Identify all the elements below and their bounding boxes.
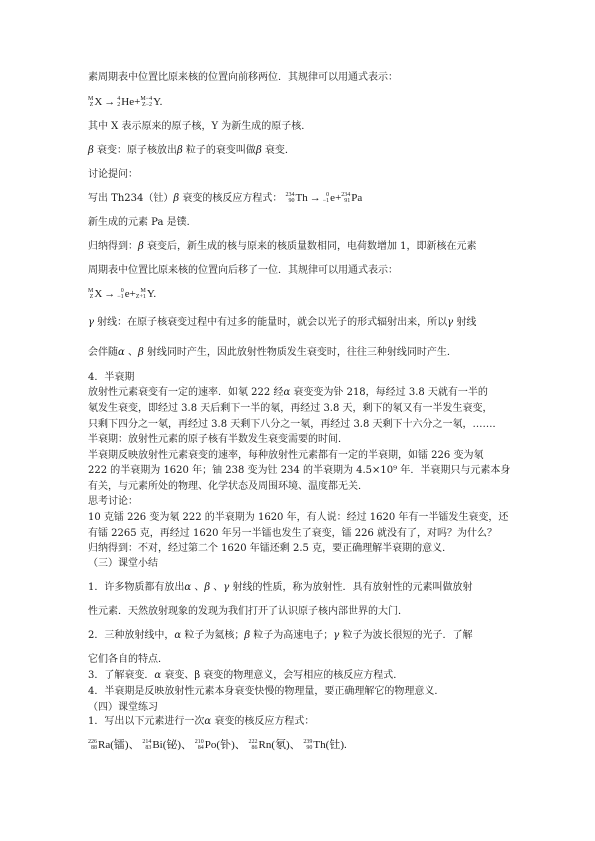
text-line: 它们各自的特点． (88, 654, 168, 665)
text-line: 222 的半衰期为 1620 年；铀 238 变为钍 234 的半衰期为 4.5×10⁹ 年．半衰期只与元素本身 (88, 465, 511, 476)
alpha-decay-equation: M Z X → 4 2 He+ M−4 Z−2 Y. (88, 96, 163, 109)
thorium-decay-equation: 234 90 Th → 0 −1 e+ 234 91 Pa (285, 192, 363, 205)
beta-decay-equation: M Z X → 0 −1 e+ M Z+1 Y. (88, 288, 157, 301)
text-line: 讨论提问： (88, 169, 138, 180)
text-line: 3．了解衰变．α 衰变、β 衰变的物理意义，会写相应的核反应方程式． (88, 670, 404, 681)
text-line: 4．半衰期是反映放射性元素本身衰变快慢的物理量，要正确理解它的物理意义． (88, 686, 445, 697)
text-line: 氡发生衰变，即经过 3.8 天后剩下一半的氡，再经过 3.8 天，剩下的氡又有一半发生衰变， (88, 403, 493, 414)
text-line: 归纳得到：不对，经过第二个 1620 年镭还剩 2.5 克，要正确理解半衰期的意义． (88, 543, 453, 554)
text-line: 半衰期：放射性元素的原子核有半数发生衰变需要的时间． (88, 434, 348, 445)
text-line: 归纳得到：β 衰变后，新生成的核与原来的核质量数相同，电荷数增加 1，即新核在元素 (88, 241, 477, 252)
text-line: 1．写出以下元素进行一次α 衰变的核反应方程式： (88, 716, 315, 727)
section-heading: 4．半衰期 (88, 372, 135, 383)
text-line: 性元素．天然放射现象的发现为我们打开了认识原子核内部世界的大门． (88, 606, 408, 617)
exercise-nuclide-list: 226 88 Ra(镭)、 214 83 Bi(铋)、 210 84 Po(钋)、 222 86 Rn(氡)、 239 90 Th(钍). (88, 739, 347, 752)
text-line: 会伴随α 、β 射线同时产生，因此放射性物质发生衰变时，往往三种射线同时产生． (88, 347, 457, 358)
text-line: 新生成的元素 Pa 是镤． (88, 217, 197, 228)
text-line: 思考讨论： (88, 496, 138, 507)
text-line: 有关，与元素所处的物理、化学状态及周围环境、温度都无关． (88, 481, 368, 492)
text-line: 1．许多物质都有放出α 、β 、γ 射线的性质，称为放射性．具有放射性的元素叫做放射 (88, 582, 473, 593)
text-line: 10 克镭 226 变为氡 222 的半衰期为 1620 年，有人说：经过 1620 年有一半镭发生衰变，还 (88, 512, 509, 523)
text-line: 有镭 2265 克，再经过 1620 年另一半镭也发生了衰变，镭 226 就没有了，对吗？为什么？ (88, 528, 498, 539)
text-line: 2．三种放射线中，α 粒子为氦核；β 粒子为高速电子；γ 粒子为波长很短的光子．了解 (88, 630, 473, 641)
text-line: 写出 Th234（钍）β 衰变的核反应方程式： 234 90 Th → 0 −1 e+ 234 91 Pa (88, 192, 363, 205)
section-heading: （三）课堂小结 (88, 558, 158, 569)
text-line: 素周期表中位置比原来核的位置向前移两位．其规律可以用通式表示： (88, 72, 398, 83)
text-line: γ 射线：在原子核衰变过程中有过多的能量时，就会以光子的形式辐射出来，所以γ 射线 (88, 317, 477, 328)
text-line: 放射性元素衰变有一定的速率．如氡 222 经α 衰变变为钋 218，每经过 3.8 天就有一半的 (88, 387, 488, 398)
text-line: β 衰变：原子核放出β 粒子的衰变叫做β 衰变． (88, 145, 295, 156)
text-line: 周期表中位置比原来核的位置向后移了一位．其规律可以用通式表示： (88, 265, 398, 276)
text-line: 只剩下四分之一氡，再经过 3.8 天剩下八分之一氡，再经过 3.8 天剩下十六分之一氡，……． (88, 419, 503, 430)
text-line: 其中 X 表示原来的原子核，Y 为新生成的原子核． (88, 121, 312, 132)
text-line: 半衰期反映放射性元素衰变的速率，每种放射性元素都有一定的半衰期，如镭 226 变为氡 (88, 450, 484, 461)
section-heading: （四）课堂练习 (88, 702, 158, 713)
